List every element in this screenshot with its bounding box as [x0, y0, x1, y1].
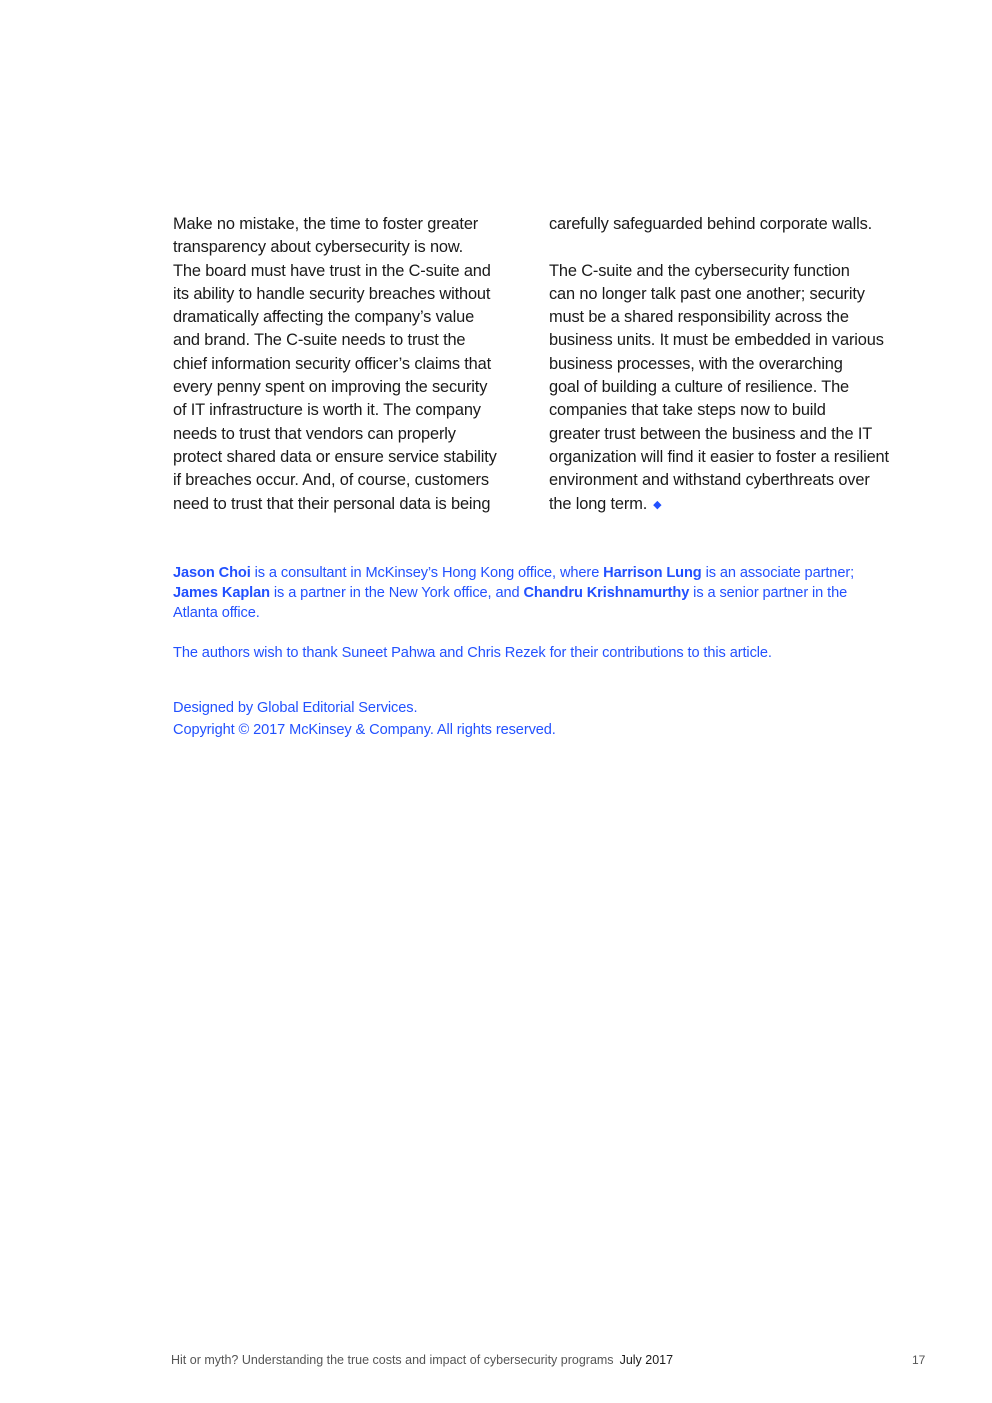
author-name: Jason Choi	[173, 565, 251, 581]
author-name: Harrison Lung	[603, 565, 702, 581]
body-left-column	[173, 213, 523, 516]
page-number: 17	[912, 1353, 926, 1367]
credits	[173, 697, 903, 741]
page-footer	[171, 1351, 673, 1369]
author-name: Chandru Krishnamurthy	[523, 585, 690, 601]
copyright: Copyright © 2017 McKinsey & Company. All rights reserved.	[173, 722, 556, 738]
body-paragraph: carefully safeguarded behind corporate walls.	[549, 215, 873, 233]
body-right-column	[549, 213, 909, 517]
body-paragraph: Make no mistake, the time to foster greater transparency about cybersecurity is now. The board must have trust in the C-suite and its ability to handle security breaches without dramatically affecting the company’s value and brand. The C-suite needs to trust the chief information security officer’s claims that every penny spent on improving the security of IT infrastructure is worth it. The company needs to trust that vendors can properly protect shared data or ensure service stability if breaches occur. And, of course, customers need to trust that their personal data is being	[173, 215, 497, 513]
designed-by: Designed by Global Editorial Services.	[173, 700, 418, 716]
publication-title: Hit or myth? Understanding the true costs and impact of cybersecurity programs	[171, 1353, 614, 1367]
end-of-article-icon: ◆	[653, 498, 662, 511]
body-paragraph-text: The C-suite and the cybersecurity function can no longer talk past one another; security must be a shared responsibility across the business units. It must be embedded in various business processes, with the overarching goal of building a culture of resilience. The companies that take steps now to build greater trust between the business and the IT organization will find it easier to foster a resilient environment and withstand cyberthreats over the long term.	[549, 261, 889, 513]
publication-date: July 2017	[619, 1353, 674, 1367]
author-name: James Kaplan	[173, 585, 270, 601]
acknowledgements: The authors wish to thank Suneet Pahwa and Chris Rezek for their contributions to this article.	[173, 645, 772, 661]
author-bio: Jason Choi is a consultant in McKinsey’s Hong Kong office, where Harrison Lung is an associate partner; James Kaplan is a partner in the New York office, and Chandru Krishnamurthy is a senior partner in the Atlanta office.	[173, 565, 855, 621]
body-paragraph-closing	[549, 260, 909, 517]
